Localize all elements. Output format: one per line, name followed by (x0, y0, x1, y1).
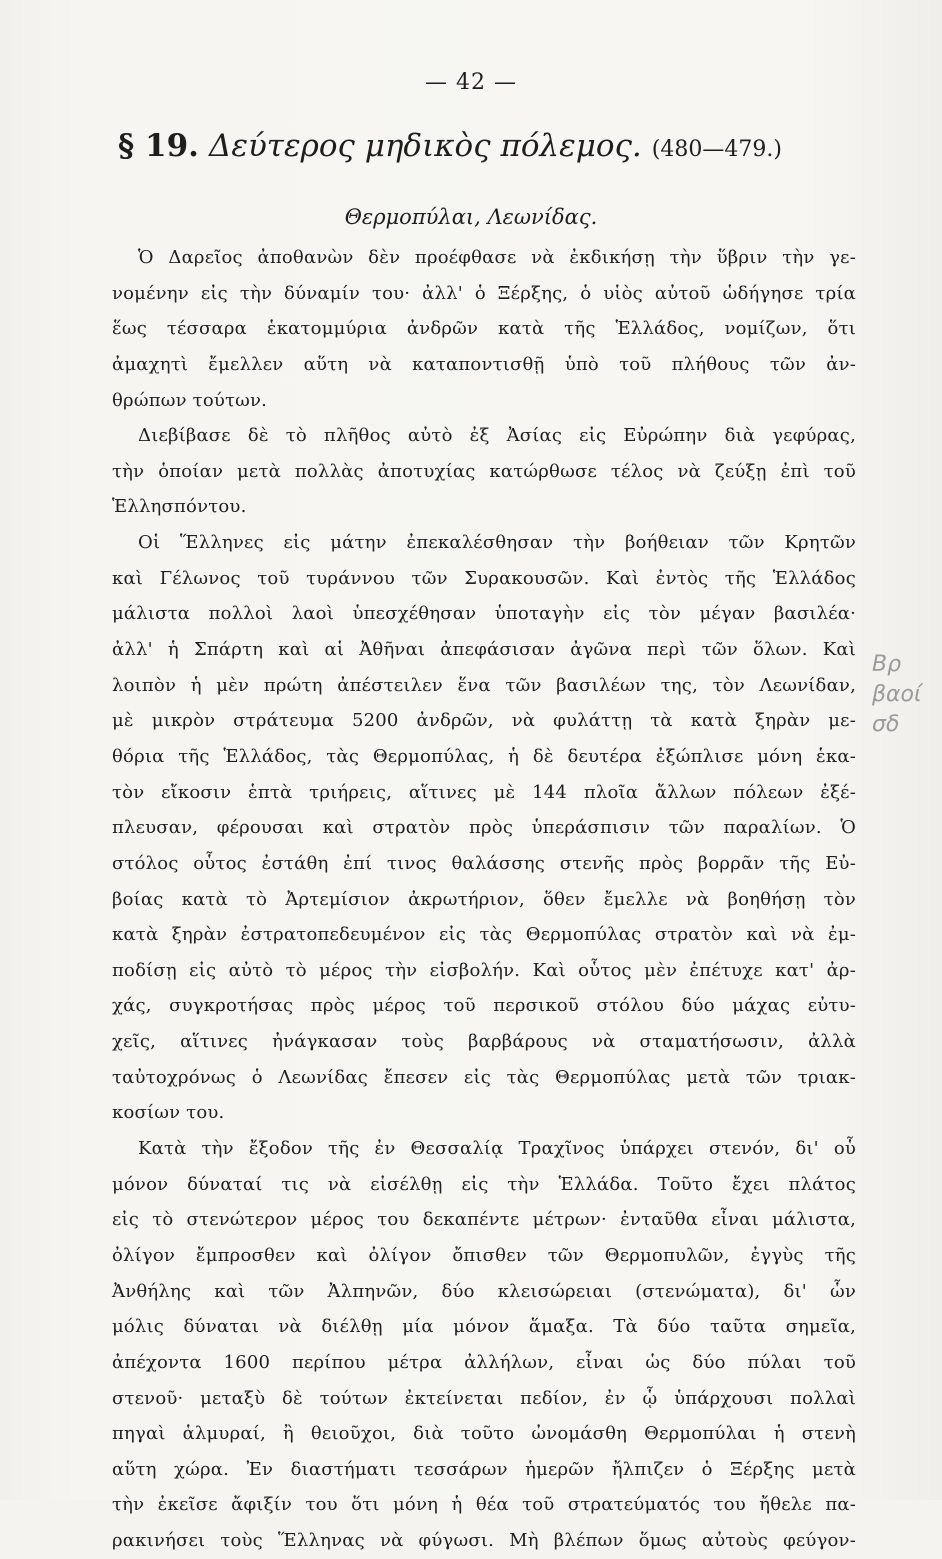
text-line: μόλις δύναται νὰ διέλθῃ μία μόνον ἅμαξα. Τὰ δύο ταῦτα σημεῖα, (112, 1316, 856, 1338)
text-line: κοσίων του. (112, 1102, 225, 1124)
text-line: ὀλίγον ἔμπροσθεν καὶ ὀλίγον ὄπισθεν τῶν Θερμοπυλῶν, ἐγγὺς τῆς (112, 1244, 856, 1266)
text-line: λοιπὸν ἡ μὲν πρώτη ἀπέστειλεν ἕνα τῶν βασιλέων της, τὸν Λεωνίδαν, (112, 674, 856, 696)
text-line: Ἀνθήλης καὶ τῶν Ἀλπηνῶν, δύο κλεισώρειαι (στενώματα), δι' ὧν (112, 1280, 856, 1302)
text-line: Οἱ Ἕλληνες εἰς μάτην ἐπεκαλέσθησαν τὴν βοήθειαν τῶν Κρητῶν (138, 532, 856, 554)
text-line: ἕως τέσσαρα ἑκατομμύρια ἀνδρῶν κατὰ τῆς Ἑλλάδος, νομίζων, ὅτι (112, 318, 856, 340)
margin-notes (872, 650, 942, 740)
text-line: ρακινήσει τοὺς Ἕλληνας νὰ φύγωσι. Μὴ βλέπων ὅμως αὐτοὺς φεύγον- (112, 1530, 856, 1552)
text-line: χάς, συγκροτήσας πρὸς μέρος τοῦ περσικοῦ στόλου δύο μάχας εὐτυ- (112, 995, 856, 1017)
margin-note: σδ (872, 712, 900, 737)
section-number: § 19. (118, 128, 199, 164)
text-line: πηγαὶ ἁλμυραί, ἢ θειοῦχοι, διὰ τοῦτο ὠνομάσθη Θερμοπύλαι ἡ στενὴ (112, 1423, 856, 1445)
text-line: στενοῦ· μεταξὺ δὲ τούτων ἐκτείνεται πεδίον, ἐν ᾧ ὑπάρχουσι πολλαὶ (112, 1387, 856, 1409)
margin-note: βαοί (872, 682, 922, 707)
page-number: — 42 — (425, 70, 517, 95)
section-title: Δεύτερος μηδικὸς πόλεμος. (208, 128, 642, 164)
text-line: νομένην εἰς τὴν δύναμίν του· ἀλλ' ὁ Ξέρξης, ὁ υἱὸς αὐτοῦ ὡδήγησε τρία (112, 282, 856, 304)
body-text (112, 240, 856, 1559)
text-line: Ὁ Δαρεῖος ἀποθανὼν δὲν προέφθασε νὰ ἐκδικήσῃ τὴν ὕβριν τὴν γε- (138, 247, 856, 268)
text-line: ἀπέχοντα 1600 περίπου μέτρα ἀλλήλων, εἶναι ὡς δύο πύλαι τοῦ (112, 1351, 856, 1373)
text-line: μόνον δύναταί τις νὰ εἰσέλθῃ εἰς τὴν Ἑλλάδα. Τοῦτο ἔχει πλάτος (112, 1173, 856, 1195)
text-line: ποδίσῃ εἰς αὐτὸ τὸ μέρος τὴν εἰσβολήν. Καὶ οὗτος μὲν ἐπέτυχε κατ' ἀρ- (112, 959, 856, 981)
text-line: πλευσαν, φέρουσαι καὶ στρατὸν πρὸς ὑπεράσπισιν τῶν παραλίων. Ὁ (112, 817, 856, 839)
text-line: Ἑλλησπόντου. (112, 496, 247, 518)
text-line: καὶ Γέλωνος τοῦ τυράννου τῶν Συρακουσῶν. Καὶ ἐντὸς τῆς Ἑλλάδος (112, 567, 856, 589)
text-line: ἀλλ' ἡ Σπάρτη καὶ αἱ Ἀθῆναι ἀπεφάσισαν ἀγῶνα περὶ τῶν ὅλων. Καὶ (112, 639, 856, 661)
text-line: ταὐτοχρόνως ὁ Λεωνίδας ἔπεσεν εἰς τὰς Θερμοπύλας μετὰ τῶν τριακ- (112, 1066, 856, 1088)
text-line: θόρια τῆς Ἑλλάδος, τὰς Θερμοπύλας, ἡ δὲ δευτέρα ἐξώπλισε μόνη ἑκα- (112, 745, 856, 767)
text-line: κατὰ ξηρὰν ἐστρατοπεδευμένον εἰς τὰς Θερμοπύλας στρατὸν καὶ νὰ ἐμ- (112, 924, 856, 946)
text-line: Διεβίβασε δὲ τὸ πλῆθος αὐτὸ ἐξ Ἀσίας εἰς Εὐρώπην διὰ γεφύρας, (138, 425, 856, 447)
section-dates: (480—479.) (651, 137, 782, 162)
text-line: τὴν ἐκεῖσε ἄφιξίν του ὅτι μόνη ἡ θέα τοῦ στρατεύματός του ἤθελε πα- (112, 1494, 856, 1516)
section-subtitle: Θερμοπύλαι, Λεωνίδας. (344, 205, 598, 229)
text-line: Κατὰ τὴν ἔξοδον τῆς ἐν Θεσσαλίᾳ Τραχῖνος ὑπάρχει στενόν, δι' οὗ (138, 1138, 856, 1160)
text-line: τὸν εἴκοσιν ἑπτὰ τριήρεις, αἵτινες μὲ 144 πλοῖα ἄλλων πόλεων ἐξέ- (112, 781, 856, 803)
text-line: τὴν ὁποίαν μετὰ πολλὰς ἀποτυχίας κατώρθωσε τέλος νὰ ζεύξῃ ἐπὶ τοῦ (112, 460, 856, 482)
text-line: εἰς τὸ στενώτερον μέρος του δεκαπέντε μέτρων· ἐνταῦθα εἶναι μάλιστα, (112, 1209, 856, 1231)
section-heading (118, 128, 878, 164)
margin-note: Βρ (872, 652, 902, 677)
text-line: θρώπων τούτων. (112, 389, 268, 411)
text-line: χεῖς, αἵτινες ἠνάγκασαν τοὺς βαρβάρους νὰ σταματήσωσιν, ἀλλὰ (112, 1031, 856, 1053)
text-line: μὲ μικρὸν στράτευμα 5200 ἀνδρῶν, νὰ φυλάττῃ τὰ κατὰ ξηρὰν με- (112, 710, 856, 732)
text-line: στόλος οὗτος ἐστάθη ἐπί τινος θαλάσσης στενῆς πρὸς βορρᾶν τῆς Εὐ- (112, 852, 856, 874)
text-line: βοίας κατὰ τὸ Ἀρτεμίσιον ἀκρωτήριον, ὅθεν ἔμελλε νὰ βοηθήσῃ τὸν (112, 888, 856, 910)
text-line: μάλιστα πολλοὶ λαοὶ ὑπεσχέθησαν ὑποταγὴν εἰς τὸν μέγαν βασιλέα· (112, 603, 856, 625)
text-line: αὕτη χώρα. Ἐν διαστήματι τεσσάρων ἡμερῶν ἤλπιζεν ὁ Ξέρξης μετὰ (112, 1458, 856, 1480)
text-line: ἀμαχητὶ ἔμελλεν αὕτη νὰ καταποντισθῇ ὑπὸ τοῦ πλήθους τῶν ἀν- (112, 353, 856, 375)
